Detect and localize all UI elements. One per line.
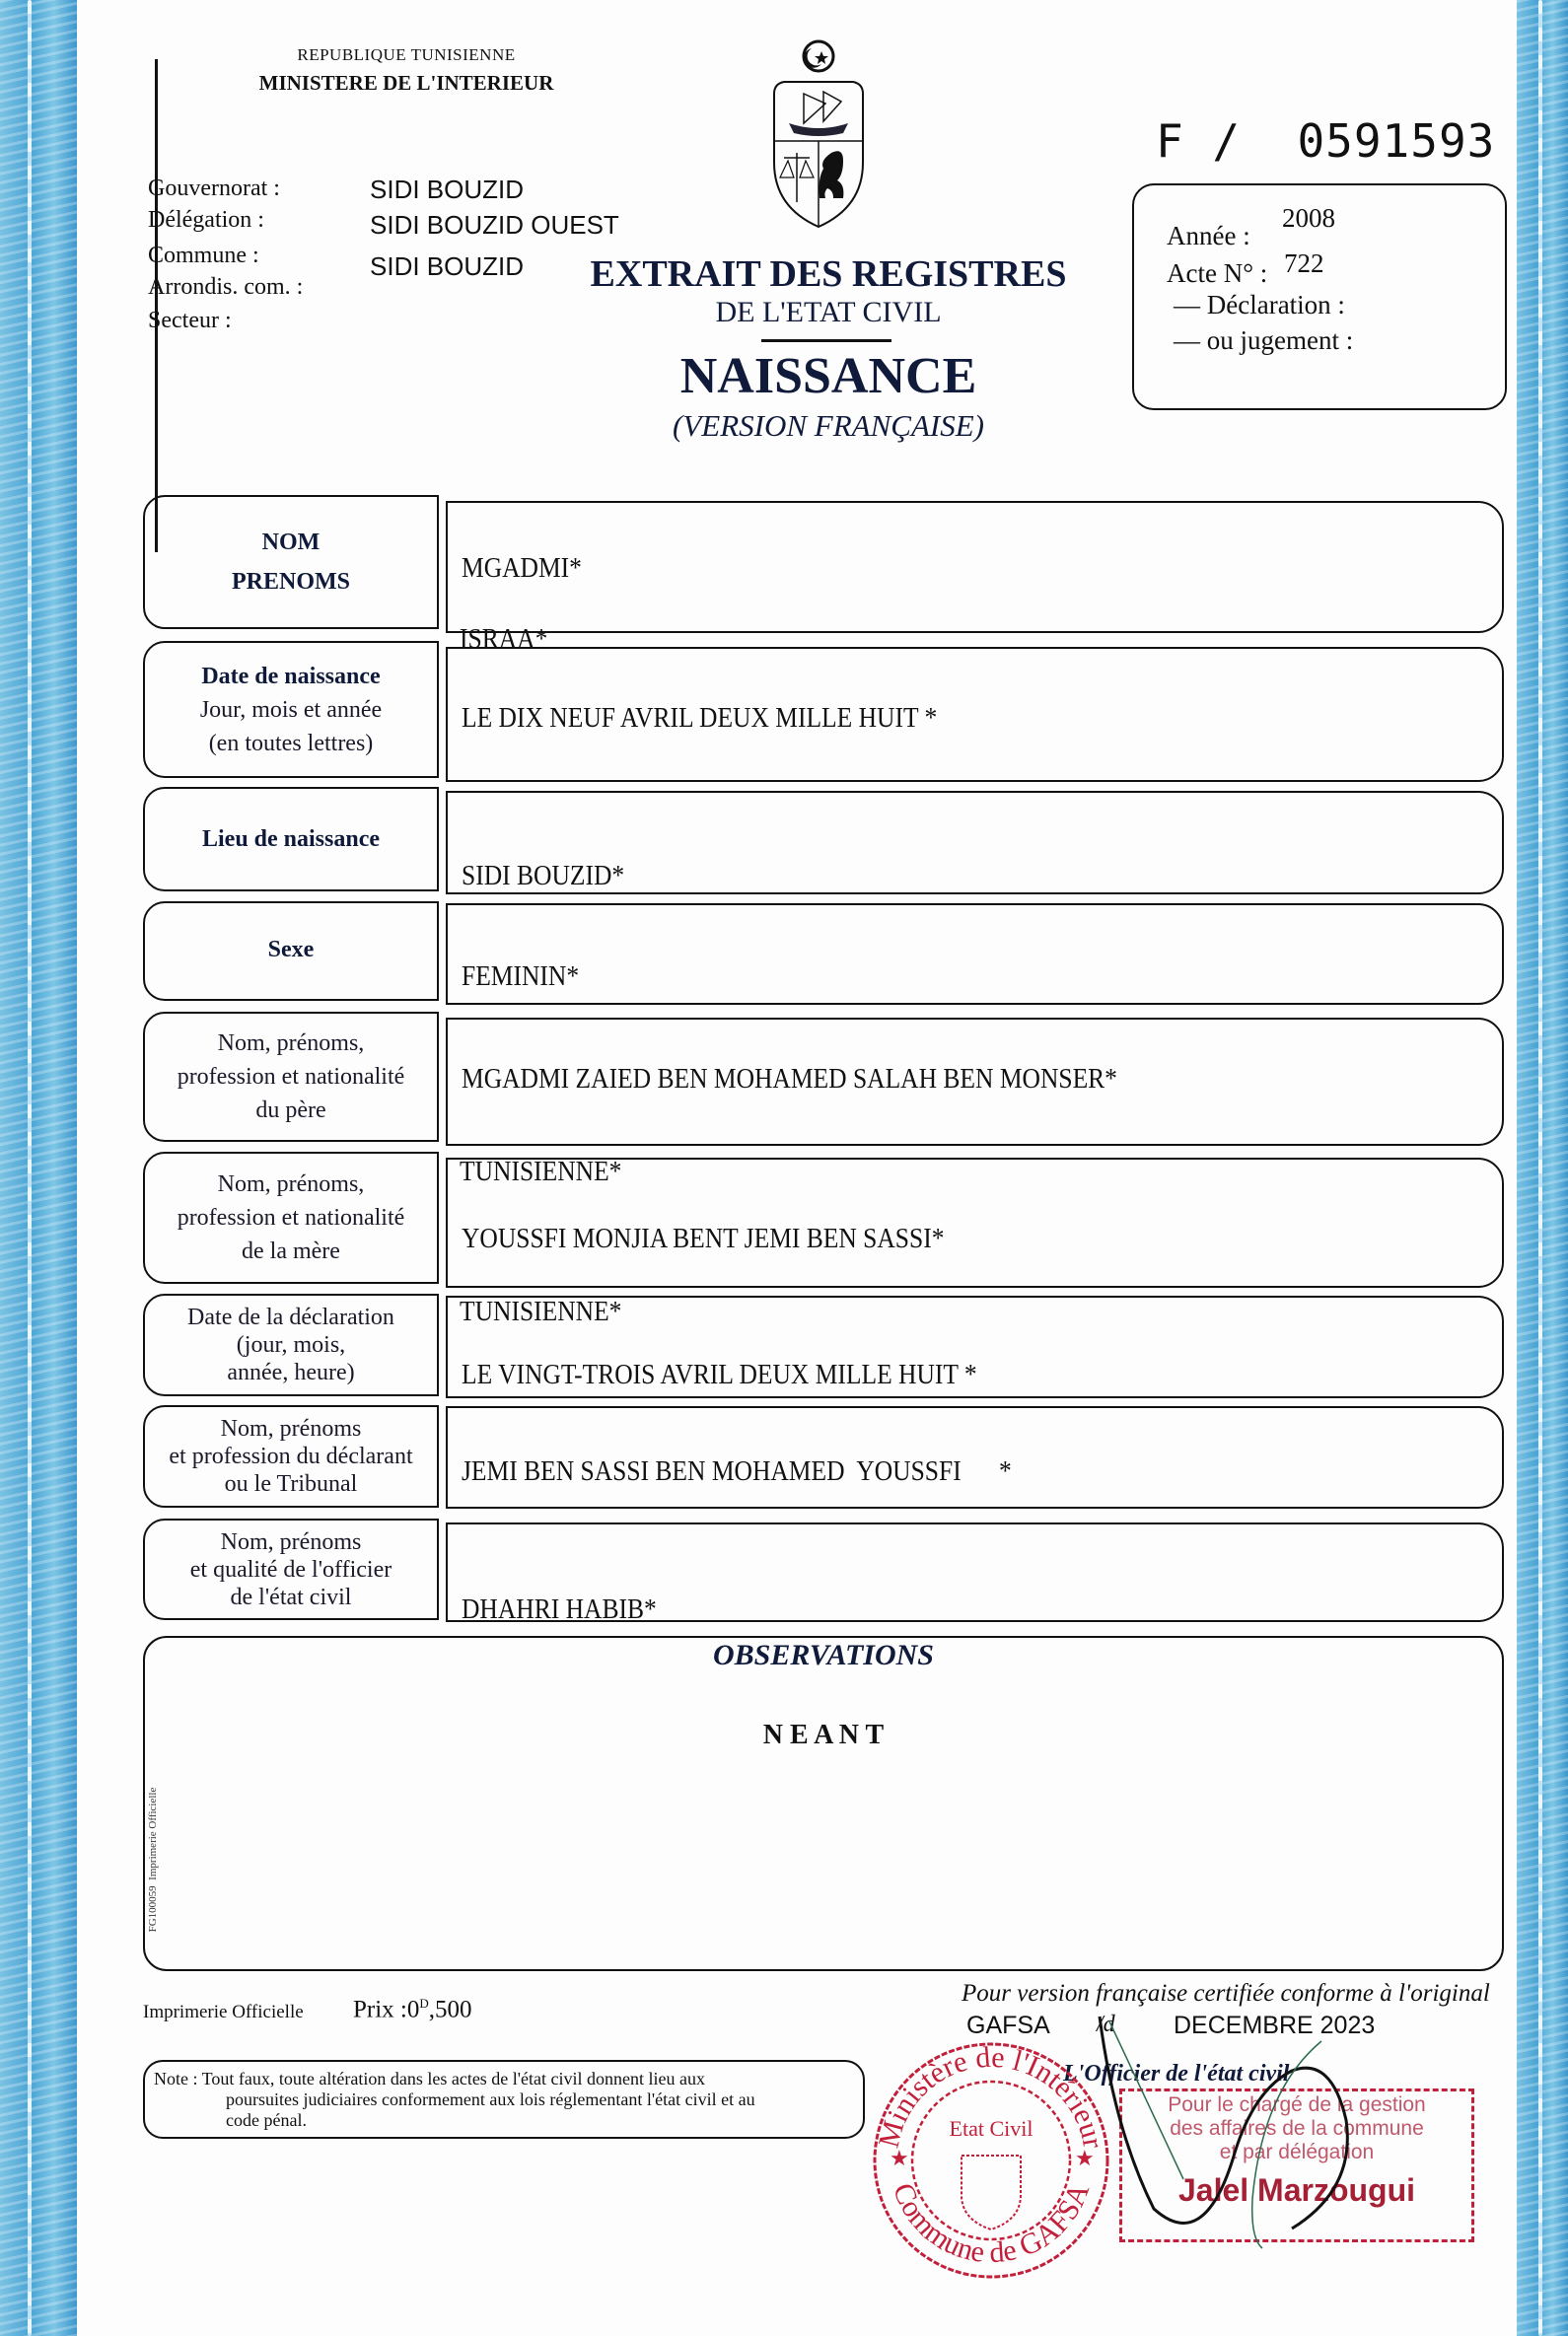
rect-stamp-line1: Pour le chargé de la gestion (1168, 2093, 1426, 2116)
certified-text: Pour version française certifiée conforme à l'original (962, 1980, 1490, 2007)
label-line: de l'état civil (230, 1584, 352, 1610)
row-label-date-naissance (143, 641, 439, 778)
observations-value: N E A N T (762, 1720, 885, 1750)
label-line: et profession du déclarant (169, 1444, 413, 1469)
label-line: Date de la déclaration (187, 1305, 394, 1330)
place-value: GAFSA (966, 2012, 1050, 2039)
row-value-pere (446, 1018, 1504, 1146)
title-extrait: EXTRAIT DES REGISTRES (590, 253, 1067, 295)
label-line: Sexe (267, 937, 315, 962)
label-line: Lieu de naissance (201, 826, 381, 852)
title-version: (VERSION FRANÇAISE) (673, 408, 984, 443)
pere-nationalite: TUNISIENNE* (460, 1156, 622, 1187)
row-label-nom (143, 495, 439, 629)
price-unit: D (419, 1996, 429, 2011)
acte-value: 722 (1284, 248, 1324, 278)
price-tail: ,500 (428, 1996, 472, 2023)
month-year-value: DECEMBRE 2023 (1174, 2012, 1376, 2039)
row-label-sexe (143, 901, 439, 1001)
label-line: (jour, mois, (236, 1332, 346, 1358)
rect-stamp-name: Jalel Marzougui (1177, 2172, 1416, 2208)
label-line: PRENOMS (232, 569, 350, 595)
printer-label: Imprimerie Officielle (143, 2002, 304, 2022)
round-stamp-top-text: Ministère de l'Intérieur (872, 2040, 1110, 2152)
gouvernorat-value: SIDI BOUZID (370, 175, 525, 204)
price-label (353, 1996, 472, 2023)
nom-value: MGADMI* (462, 552, 582, 584)
secteur-label: Secteur : (148, 308, 232, 333)
label-line: Nom, prénoms (220, 1416, 362, 1442)
signature (1085, 2012, 1440, 2258)
label-line: NOM (261, 530, 321, 555)
title-etat-civil: DE L'ETAT CIVIL (715, 296, 942, 328)
row-label-lieu (143, 787, 439, 891)
decorative-border-right (1517, 0, 1568, 2336)
date-declaration-value: LE VINGT-TROIS AVRIL DEUX MILLE HUIT * (462, 1359, 977, 1390)
label-line: Nom, prénoms, (217, 1030, 365, 1056)
observations-box (143, 1636, 1504, 1971)
commune-value: SIDI BOUZID (370, 251, 525, 281)
rect-stamp-line2: des affaires de la commune (1170, 2117, 1424, 2140)
annee-value: 2008 (1282, 203, 1335, 233)
delegation-label: Délégation : (148, 207, 264, 233)
row-value-lieu (446, 791, 1504, 894)
label-line: Jour, mois et année (199, 696, 383, 723)
officier-value: DHAHRI HABIB* (462, 1593, 657, 1625)
label-line: ou le Tribunal (224, 1471, 358, 1497)
decorative-border-left (0, 0, 77, 2336)
prenom-value: ISRAA* (460, 623, 548, 655)
arrondis-label: Arrondis. com. : (148, 274, 304, 300)
row-value-date-naissance (446, 647, 1504, 782)
row-label-date-declaration (143, 1294, 439, 1396)
day-value: /d (1097, 2012, 1115, 2037)
round-stamp-center-text: Etat Civil (949, 2116, 1033, 2141)
side-print: FG100059 Imprimerie Officielle (147, 1787, 159, 1933)
label-line: de la mère (242, 1239, 340, 1264)
note-line-1: Note : Tout faux, toute altération dans les actes de l'état civil donnent lieu aux (154, 2069, 705, 2088)
lieu-value: SIDI BOUZID* (462, 860, 625, 891)
label-line: profession et nationalité (177, 1064, 405, 1090)
declaration-label: — Déclaration : (1174, 290, 1345, 319)
declarant-value: JEMI BEN SASSI BEN MOHAMED YOUSSFI * (462, 1455, 1012, 1487)
row-value-officier (446, 1522, 1504, 1625)
pere-value: MGADMI ZAIED BEN MOHAMED SALAH BEN MONSER* (462, 1063, 1117, 1095)
svg-text:★: ★ (1075, 2146, 1095, 2170)
acte-label: Acte N° : (1167, 258, 1268, 288)
annee-label: Année : (1167, 221, 1250, 250)
observations-title: OBSERVATIONS (713, 1639, 934, 1671)
tunisia-coat-of-arms-icon (764, 35, 873, 242)
title-rule (761, 339, 891, 342)
row-value-declarant (446, 1406, 1504, 1509)
row-value-date-declaration (446, 1296, 1504, 1398)
commune-label: Commune : (148, 243, 259, 268)
svg-text:★: ★ (890, 2146, 909, 2170)
row-label-officier (143, 1519, 439, 1620)
round-stamp (868, 2037, 1114, 2284)
label-line: Nom, prénoms (220, 1528, 362, 1555)
gouvernorat-label: Gouvernorat : (148, 176, 280, 201)
jugement-label: — ou jugement : (1174, 325, 1354, 355)
label-line: Nom, prénoms, (217, 1171, 365, 1197)
label-line: Date de naissance (201, 663, 381, 689)
label-line: du père (255, 1097, 326, 1123)
mere-value: YOUSSFI MONJIA BENT JEMI BEN SASSI* (462, 1223, 945, 1254)
sexe-value: FEMININ* (462, 960, 580, 992)
label-line: et qualité de l'officier (189, 1556, 392, 1583)
title-naissance: NAISSANCE (679, 348, 977, 404)
label-line: profession et nationalité (177, 1205, 405, 1231)
republic-label: REPUBLIQUE TUNISIENNE (297, 45, 516, 64)
row-value-nom (446, 501, 1504, 633)
round-stamp-bottom-text: Commune de GAFSA (886, 2178, 1097, 2270)
note-line-2: poursuites judiciaires conformement aux lois réglementant l'état civil et au (226, 2089, 755, 2109)
label-line: (en toutes lettres) (208, 730, 374, 756)
delegation-value: SIDI BOUZID OUEST (370, 210, 619, 240)
label-line: année, heure) (227, 1360, 355, 1385)
row-label-pere (143, 1012, 439, 1142)
ministry-label: MINISTERE DE L'INTERIEUR (258, 71, 554, 95)
note-line-3: code pénal. (226, 2110, 307, 2130)
row-value-mere (446, 1158, 1504, 1288)
serial-number: F / 0591593 (1156, 114, 1496, 168)
row-label-declarant (143, 1405, 439, 1508)
date-naissance-value: LE DIX NEUF AVRIL DEUX MILLE HUIT * (462, 702, 938, 734)
row-label-mere (143, 1152, 439, 1284)
price-value: Prix :0 (353, 1996, 420, 2023)
rect-stamp-line3: et par délégation (1219, 2141, 1375, 2163)
mere-nationalite: TUNISIENNE* (460, 1296, 622, 1327)
row-value-sexe (446, 903, 1504, 1005)
officer-title: L'Officier de l'état civil (1063, 2061, 1290, 2087)
